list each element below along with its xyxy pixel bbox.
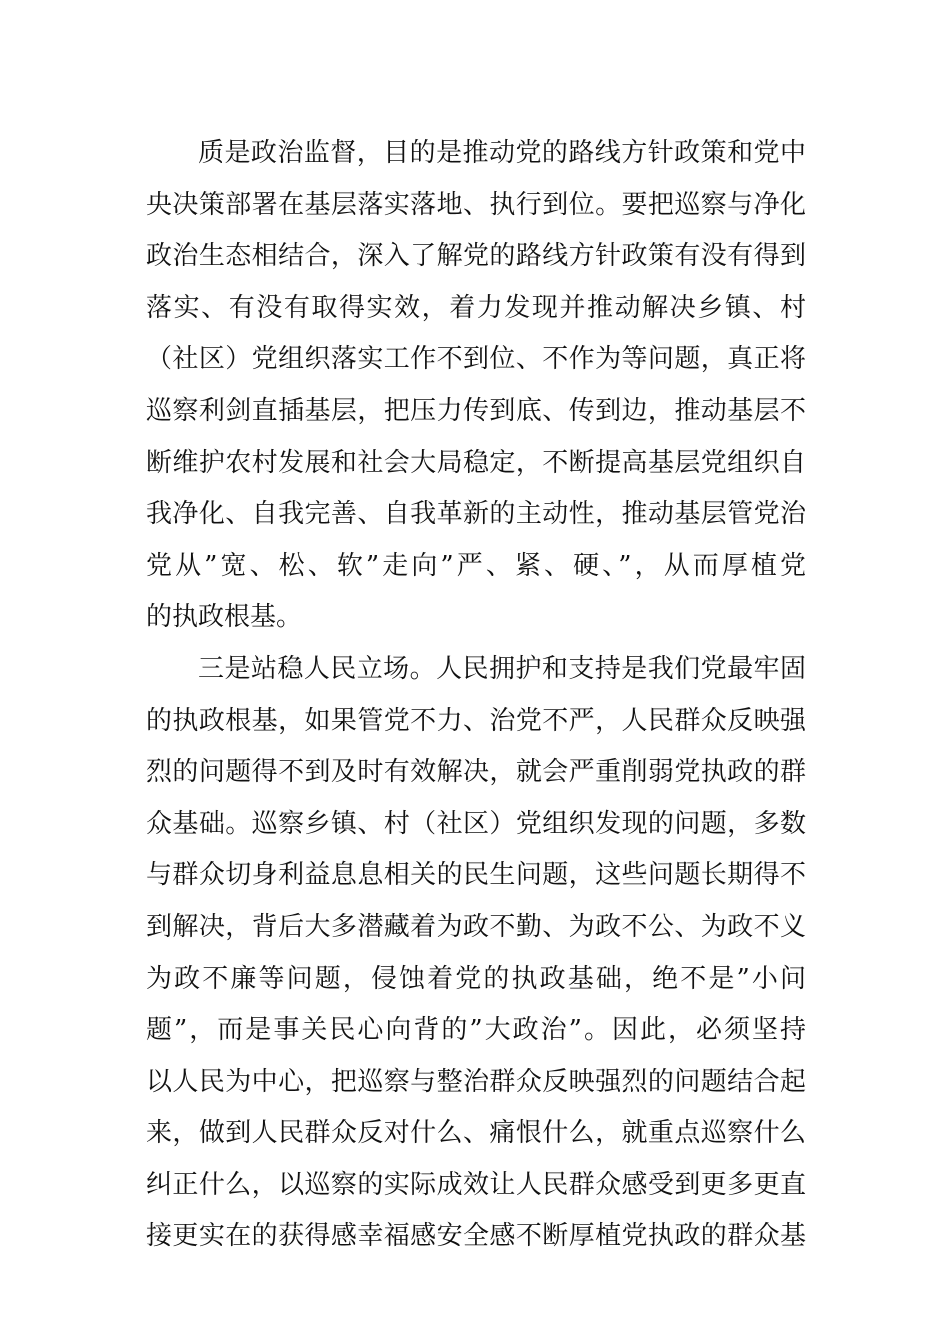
text-line: 与群众切身利益息息相关的民生问题，这些问题长期得不	[146, 860, 806, 891]
text-line: （社区）党组织落实工作不到位、不作为等问题，真正将	[146, 344, 806, 375]
text-line: 来，做到人民群众反对什么、痛恨什么，就重点巡察什么	[146, 1118, 806, 1149]
text-line: 央决策部署在基层落实落地、执行到位。要把巡察与净化	[146, 189, 806, 220]
text-line: 巡察利剑直插基层，把压力传到底、传到边，推动基层不	[146, 395, 806, 426]
text-line: 为政不廉等问题，侵蚀着党的执政基础，绝不是”小问	[146, 963, 806, 994]
text-line: 烈的问题得不到及时有效解决，就会严重削弱党执政的群	[146, 757, 806, 788]
text-line: 到解决，背后大多潜藏着为政不勤、为政不公、为政不义	[146, 911, 806, 942]
paragraph-people-stance	[146, 644, 806, 1263]
text-line: 接更实在的获得感幸福感安全感不断厚植党执政的群众基	[146, 1221, 806, 1252]
text-line: 纠正什么，以巡察的实际成效让人民群众感受到更多更直	[146, 1169, 806, 1200]
text-line: 的执政根基。	[146, 602, 303, 633]
text-line: 断维护农村发展和社会大局稳定，不断提高基层党组织自	[146, 447, 806, 478]
text-line: 以人民为中心，把巡察与整治群众反映强烈的问题结合起	[146, 1066, 806, 1097]
document-body	[146, 128, 806, 1263]
text-line: 的执政根基，如果管党不力、治党不严，人民群众反映强	[146, 705, 806, 736]
text-line: 党从”宽、松、软”走向”严、紧、硬、”，从而厚植党	[146, 550, 806, 581]
text-line: 题”，而是事关民心向背的”大政治”。因此，必须坚持	[146, 1015, 806, 1046]
text-line: 我净化、自我完善、自我革新的主动性，推动基层管党治	[146, 499, 806, 530]
text-line: 众基础。巡察乡镇、村（社区）党组织发现的问题，多数	[146, 808, 806, 839]
text-line: 质是政治监督，目的是推动党的路线方针政策和党中	[198, 138, 806, 168]
paragraph-political-supervision	[146, 128, 806, 644]
text-line: 三是站稳人民立场。人民拥护和支持是我们党最牢固	[198, 653, 806, 684]
text-line: 落实、有没有取得实效，着力发现并推动解决乡镇、村	[146, 292, 806, 323]
text-line: 政治生态相结合，深入了解党的路线方针政策有没有得到	[146, 241, 806, 272]
